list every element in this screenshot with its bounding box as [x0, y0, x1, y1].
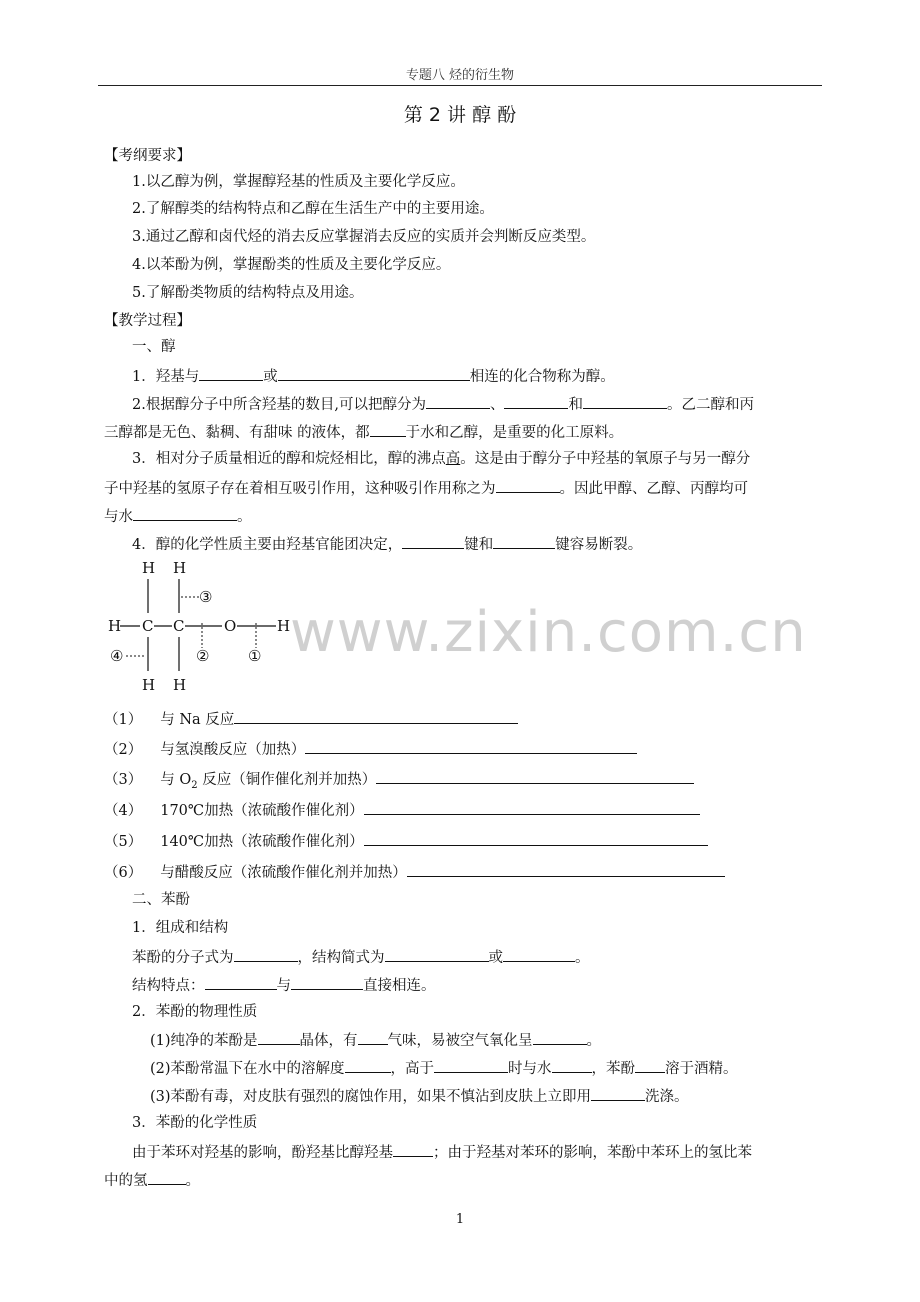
blank[interactable] — [503, 946, 575, 962]
header-rule — [98, 85, 822, 86]
alcohol-q3: 3．相对分子质量相近的醇和烷烃相比，醇的沸点高。这是由于醇分子中羟基的氧原子与另一醇分 — [132, 451, 751, 467]
atom-h-top-2: H — [173, 559, 187, 577]
bond-label-4: ④ — [110, 647, 124, 665]
atom-h-bottom-1: H — [142, 676, 156, 693]
phenol-heading: 二、苯酚 — [132, 892, 190, 908]
blank[interactable] — [364, 830, 708, 846]
blank[interactable] — [583, 393, 667, 409]
reaction-2: （2） 与氢溴酸反应（加热） — [104, 738, 637, 760]
blank[interactable] — [385, 946, 489, 962]
blank[interactable] — [393, 1141, 433, 1157]
blank[interactable] — [358, 1029, 388, 1045]
blank[interactable] — [426, 393, 490, 409]
requirement-2: 2.了解醇类的结构特点和乙醇在生活生产中的主要用途。 — [132, 201, 494, 217]
phenol-chem: 由于苯环对羟基的影响，酚羟基比醇羟基 ；由于羟基对苯环的影响，苯酚中苯环上的氢比苯 — [132, 1141, 752, 1163]
blank[interactable] — [434, 1057, 508, 1073]
alcohol-q3-cont2: 与水 。 — [104, 505, 252, 527]
atom-h-left: H — [108, 617, 122, 635]
blank[interactable] — [278, 365, 470, 381]
lesson-title: 第 2 讲 醇 酚 — [403, 104, 517, 126]
alcohol-q2-cont: 三醇都是无色、黏稠、有甜味 的液体，都 于水和乙醇，是重要的化工原料。 — [104, 421, 623, 443]
phenol-chem-cont: 中的氢 。 — [104, 1169, 200, 1191]
blank[interactable] — [496, 477, 560, 493]
blank[interactable] — [199, 365, 263, 381]
atom-c2: C — [173, 617, 185, 635]
atom-o: O — [224, 617, 237, 635]
blank[interactable] — [552, 1057, 592, 1073]
phenol-p1: (1)纯净的苯酚是 晶体，有 气味，易被空气氧化呈 。 — [150, 1029, 601, 1051]
blank[interactable] — [504, 393, 568, 409]
atom-h-top-1: H — [142, 559, 156, 577]
section-kaogang: 【考纲要求】 — [104, 148, 191, 164]
alcohol-heading: 一、醇 — [132, 339, 176, 355]
section-jiaoxue: 【教学过程】 — [104, 313, 191, 329]
blank[interactable] — [635, 1057, 665, 1073]
blank[interactable] — [407, 861, 725, 877]
watermark: www.zixin.com.cn — [290, 600, 807, 665]
requirement-3: 3.通过乙醇和卤代烃的消去反应掌握消去反应的实质并会判断反应类型。 — [132, 229, 596, 245]
blank[interactable] — [133, 505, 237, 521]
blank[interactable] — [402, 533, 464, 549]
atom-c1: C — [142, 617, 154, 635]
running-header: 专题八 烃的衍生物 — [405, 68, 515, 83]
bond-label-2: ② — [196, 647, 210, 665]
alcohol-q4: 4．醇的化学性质主要由羟基官能团决定， 键和 键容易断裂。 — [132, 533, 642, 555]
phenol-s1: 1．组成和结构 — [132, 920, 229, 936]
alcohol-q1: 1．羟基与 或 相连的化合物称为醇。 — [132, 365, 615, 387]
alcohol-q3-cont: 子中羟基的氢原子存在着相互吸引作用，这种吸引作用称之为 。因此甲醇、乙醇、丙醇均可 — [104, 477, 748, 499]
phenol-p3: (3)苯酚有毒，对皮肤有强烈的腐蚀作用，如果不慎沾到皮肤上立即用 洗涤。 — [150, 1085, 689, 1107]
phenol-s2: 2．苯酚的物理性质 — [132, 1004, 258, 1020]
blank[interactable] — [234, 946, 298, 962]
requirement-4: 4.以苯酚为例，掌握酚类的性质及主要化学反应。 — [132, 257, 451, 273]
atom-h-bottom-2: H — [173, 676, 187, 693]
blank[interactable] — [591, 1085, 645, 1101]
blank[interactable] — [234, 708, 518, 724]
page-number: 1 — [455, 1212, 465, 1227]
bond-label-3: ③ — [199, 588, 213, 606]
blank[interactable] — [258, 1029, 300, 1045]
ethanol-structure-diagram — [100, 553, 310, 693]
phenol-s1b: 结构特点： 与 直接相连。 — [132, 974, 436, 996]
reaction-4: （4） 170℃加热（浓硫酸作催化剂） — [104, 799, 700, 821]
reaction-3: （3） 与 $O_2$ 反应（铜作催化剂并加热） — [104, 768, 694, 796]
requirement-5: 5.了解酚类物质的结构特点及用途。 — [132, 285, 364, 301]
phenol-p2: (2)苯酚常温下在水中的溶解度 ，高于 时与水 ，苯酚 溶于酒精。 — [150, 1057, 738, 1079]
blank[interactable] — [364, 799, 700, 815]
blank[interactable] — [376, 768, 694, 784]
reaction-5: （5） 140℃加热（浓硫酸作催化剂） — [104, 830, 708, 852]
atom-h-right: H — [277, 617, 291, 635]
blank[interactable] — [345, 1057, 391, 1073]
blank[interactable] — [291, 974, 363, 990]
phenol-s1a: 苯酚的分子式为 ，结构简式为 或 。 — [132, 946, 590, 968]
alcohol-q2: 2.根据醇分子中所含羟基的数目,可以把醇分为 、 和 。乙二醇和丙 — [132, 393, 754, 415]
requirement-1: 1.以乙醇为例，掌握醇羟基的性质及主要化学反应。 — [132, 174, 465, 190]
blank[interactable] — [493, 533, 555, 549]
blank[interactable] — [305, 738, 637, 754]
blank[interactable] — [533, 1029, 587, 1045]
bond-label-1: ① — [248, 647, 262, 665]
blank[interactable] — [148, 1169, 186, 1185]
reaction-6: （6） 与醋酸反应（浓硫酸作催化剂并加热） — [104, 861, 725, 883]
reaction-1: （1） 与 Na 反应 — [104, 708, 518, 730]
phenol-s3: 3．苯酚的化学性质 — [132, 1115, 258, 1131]
blank[interactable] — [205, 974, 277, 990]
blank[interactable] — [370, 421, 406, 437]
